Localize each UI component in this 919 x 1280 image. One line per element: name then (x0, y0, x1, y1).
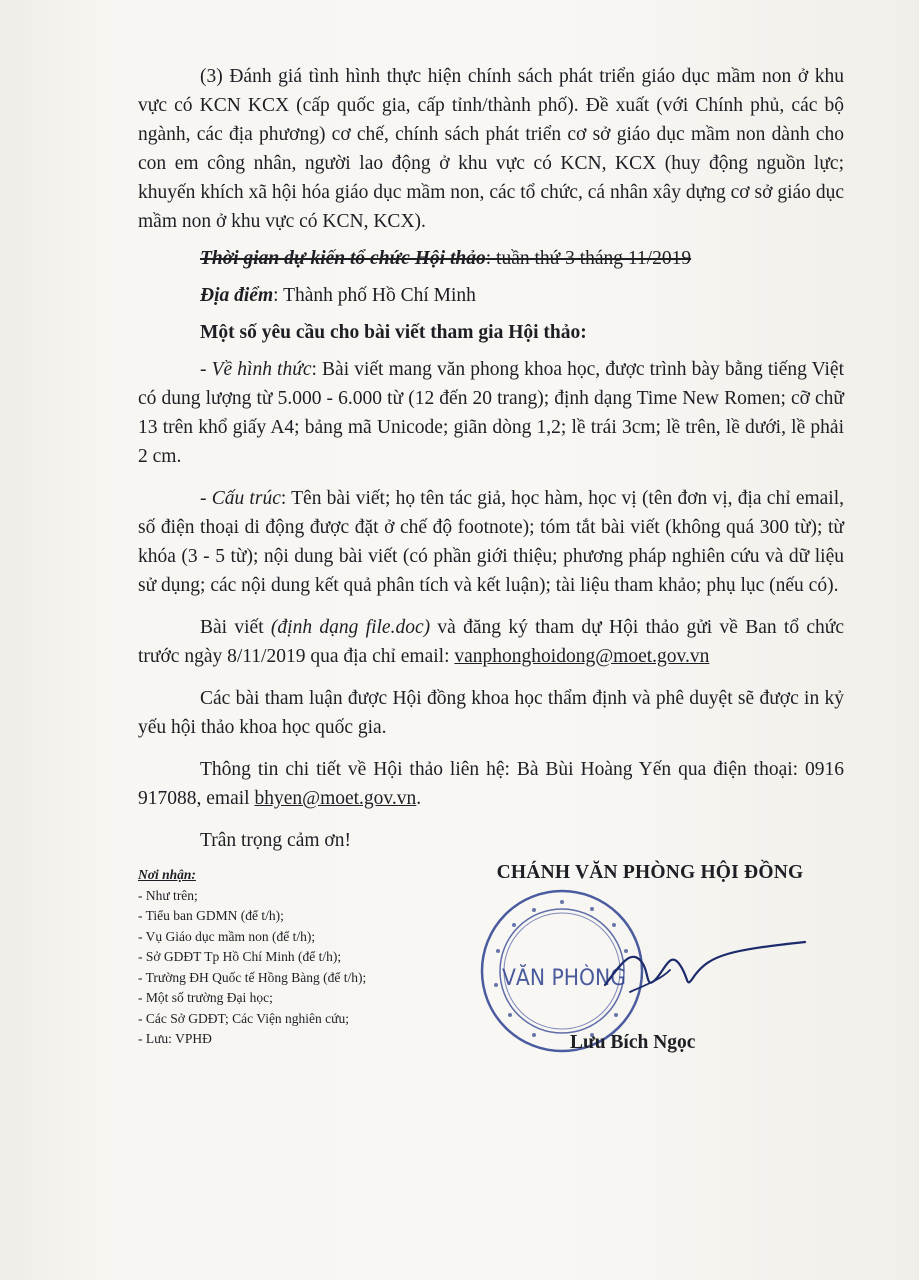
letter-body (138, 62, 844, 855)
event-time-value: : tuần thứ 3 tháng 11/2019 (485, 248, 692, 269)
submission-text-a: Bài viết (200, 617, 271, 638)
event-place-label: Địa điểm (200, 285, 274, 306)
requirement-structure-text: : Tên bài viết; họ tên tác giả, học hàm, học vị (tên đơn vị, địa chỉ email, số điện thoại di động được đặt ở chế độ footnote); tóm tắt bài viết (không quá 300 từ); từ khóa (3 - 5 từ); nội dung bài viết (có phần giới thiệu; phương pháp nghiên cứu và dữ liệu sử dụng; các nội dung kết quả phân tích và kết luận); tài liệu tham khảo; phụ lục (nếu có). (138, 488, 845, 596)
requirement-format-text: : Bài viết mang văn phong khoa học, được trình bày bằng tiếng Việt có dung lượng từ 5.000 - 6.000 từ (12 đến 20 trang); định dạng Time New Romen; cỡ chữ 13 trên khổ giấy A4; bảng mã Unicode; giãn dòng 1,2; lề trái 3cm; lề trên, lề dưới, lề phải 2 cm. (138, 359, 844, 467)
recipient-item: - Sở GDĐT Tp Hồ Chí Minh (để t/h); (138, 949, 342, 964)
recipient-item: - Một số trường Đại học; (138, 990, 273, 1005)
submission-format: (định dạng file.doc) (270, 617, 431, 638)
requirement-format-prefix: - (200, 359, 212, 380)
contact-text-b: . (416, 788, 422, 809)
requirements-heading: Một số yêu cầu cho bài viết tham gia Hội thảo: (200, 322, 587, 343)
requirement-format (138, 355, 844, 471)
event-time (138, 244, 844, 273)
submission-info (138, 613, 844, 671)
closing-thanks: Trân trọng cảm ơn! (200, 830, 351, 851)
contact-text-a: Thông tin chi tiết về Hội thảo liên hệ: Bà Bùi Hoàng Yến qua điện thoại: 0916 917088, email (138, 759, 844, 809)
requirement-structure-label: Cấu trúc (211, 488, 281, 509)
requirement-structure-prefix: - (200, 488, 212, 509)
submission-email-link[interactable]: vanphonghoidong@moet.gov.vn (454, 646, 710, 667)
recipient-item: - Lưu: VPHĐ (138, 1031, 212, 1046)
contact-info (138, 755, 844, 813)
recipient-item: - Các Sở GDĐT; Các Viện nghiên cứu; (138, 1010, 349, 1026)
recipient-item: - Vụ Giáo dục mầm non (để t/h); (138, 928, 316, 944)
recipient-item: - Tiểu ban GDMN (để t/h); (138, 908, 284, 923)
handwritten-signature-icon (600, 930, 810, 1010)
recipients-heading: Nơi nhận: (138, 867, 196, 882)
stamp-text: VĂN PHÒNG (502, 966, 637, 991)
requirement-format-label: Về hình thức (211, 359, 312, 380)
requirement-structure (138, 484, 844, 600)
signer-name: Lưu Bích Ngọc (570, 1032, 696, 1053)
submission-text-b: và đăng ký tham dự Hội thảo gửi về Ban tổ chức trước ngày 8/11/2019 qua địa chỉ email: (138, 617, 845, 667)
paragraph-3: (3) Đánh giá tình hình thực hiện chính sách phát triển giáo dục mầm non ở khu vực có KCN KCX (cấp quốc gia, cấp tỉnh/thành phố). Đề xuất (với Chính phủ, các bộ ngành, các địa phương) cơ chế, chính sách phát triển cơ sở giáo dục mầm non dành cho con em công nhân, người lao động ở khu vực có KCN, KCX (huy động nguồn lực; khuyến khích xã hội hóa giáo dục mầm non, các tổ chức, cá nhân xây dựng cơ sở giáo dục mầm non ở khu vực có KCN, KCX). (138, 66, 844, 232)
contact-email-link[interactable]: bhyen@moet.gov.vn (254, 788, 417, 809)
event-place (138, 281, 844, 310)
recipients-list (138, 886, 438, 1050)
recipients-block (138, 865, 438, 1050)
recipient-item: - Như trên; (138, 887, 198, 903)
event-time-label: Thời gian dự kiến tổ chức Hội thảo (200, 248, 486, 269)
event-place-value: : Thành phố Hồ Chí Minh (273, 285, 476, 306)
review-info: Các bài tham luận được Hội đồng khoa học thẩm định và phê duyệt sẽ được in kỷ yếu hội thảo khoa học quốc gia. (138, 688, 844, 738)
signer-title: CHÁNH VĂN PHÒNG HỘI ĐỒNG (496, 862, 804, 883)
recipient-item: - Trường ĐH Quốc tế Hồng Bàng (để t/h); (138, 969, 367, 985)
